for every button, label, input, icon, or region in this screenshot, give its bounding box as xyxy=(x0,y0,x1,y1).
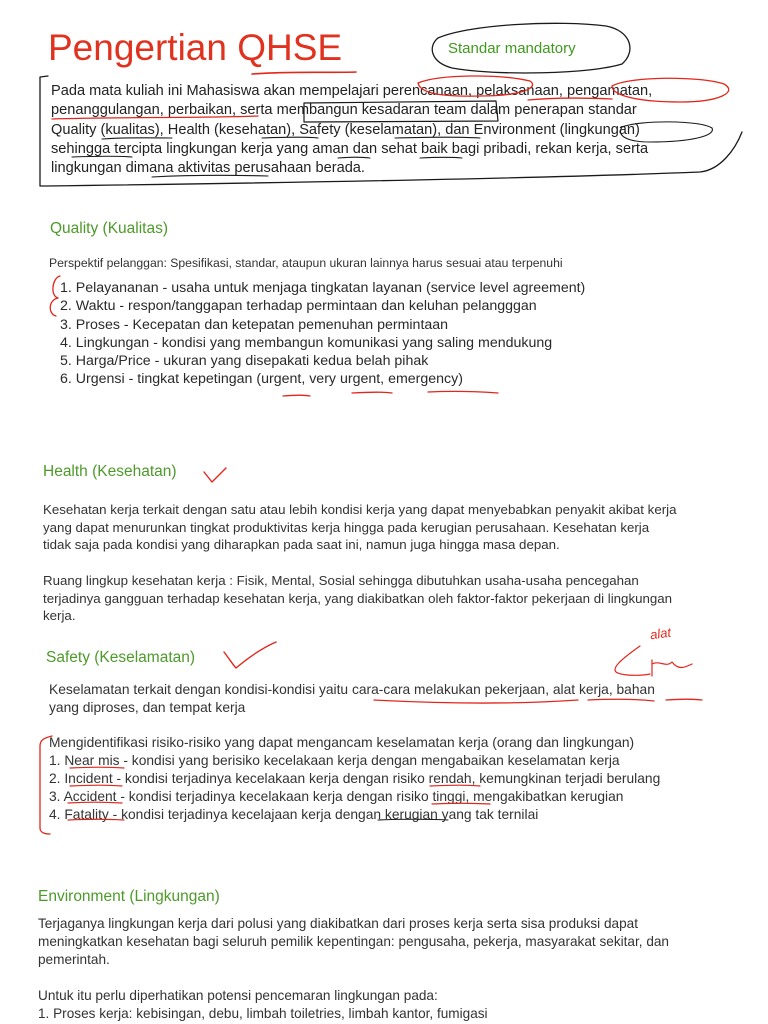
paragraph-line: Keselamatan terkait dengan kondisi-kondisi yaitu cara-cara melakukan pekerjaan, alat kerja, bahan xyxy=(49,682,655,697)
list-item: 6. Urgensi - tingkat kepetingan (urgent, very urgent, emergency) xyxy=(60,371,463,388)
environment-potential xyxy=(38,987,488,1023)
page-title: Pengertian QHSE xyxy=(48,27,343,68)
very-urgent-underline xyxy=(352,392,392,393)
intro-paragraph xyxy=(51,82,741,178)
handwritten-margin-note: alat xyxy=(649,624,672,643)
safety-check-icon xyxy=(224,642,276,668)
bahan-underline xyxy=(666,699,702,700)
paragraph-line: Untuk itu perlu diperhatikan potensi pencemaran lingkungan pada: xyxy=(38,988,438,1003)
urgent-underline xyxy=(283,395,310,396)
paragraph-line: yang dapat menurunkan tingkat produktivitas kerja hingga pada kerugian perusahaan. Kesehatan kerja xyxy=(43,519,650,535)
list-item: 3. Proses - Kecepatan dan ketepatan pemenuhan permintaan xyxy=(60,316,449,333)
item1-bracket xyxy=(53,276,60,298)
environment-heading: Environment (Lingkungan) xyxy=(38,888,220,905)
paragraph-line: pemerintah. xyxy=(38,952,110,968)
list-item: 1. Pelayananan - usaha untuk menjaga tingkatan layanan (service level agreement) xyxy=(60,280,586,296)
title-underline xyxy=(252,72,356,74)
paragraph-line: Terjaganya lingkungan kerja dari polusi yang diakibatkan dari proses kerja serta sisa produksi dapat xyxy=(38,916,638,931)
health-paragraph-2 xyxy=(43,572,672,625)
intro-line: penanggulangan, perbaikan, serta membangun kesadaran team dalam penerapan standar xyxy=(51,102,637,119)
health-check-icon xyxy=(204,468,226,482)
paragraph-line: yang diproses, dan tempat kerja xyxy=(49,700,246,715)
intro-line: Quality (kualitas), Health (kesehatan), Safety (keselamatan), dan Environment (lingkungan) xyxy=(51,121,640,138)
safety-risk-list xyxy=(49,734,660,824)
intro-line: sehingga tercipta lingkungan kerja yang aman dan sehat baik bagi pribadi, rekan kerja, serta xyxy=(51,140,649,157)
environment-paragraph xyxy=(38,915,669,970)
handwritten-note-standard: Standar mandatory xyxy=(448,40,576,57)
paragraph-line: meningkatkan kesehatan bagi seluruh pemilik kepentingan: pengusaha, pekerja, masyarakat sekitar, dan xyxy=(38,934,669,950)
paragraph-line: Ruang lingkup kesehatan kerja : Fisik, Mental, Sosial sehingga dibutuhkan usaha-usaha pencegahan xyxy=(43,573,639,588)
health-paragraph-1 xyxy=(43,501,677,554)
paragraph-line: terjadinya gangguan terhadap kesehatan kerja, yang diakibatkan oleh faktor-faktor pekerjaan di lingkungan xyxy=(43,590,673,606)
list-item: 3. Accident - kondisi terjadinya kecelakaan kerja dengan risiko tinggi, mengakibatkan kerugian xyxy=(49,789,624,804)
list-item: Mengidentifikasi risiko-risiko yang dapat mengancam keselamatan kerja (orang dan lingkungan) xyxy=(49,735,635,750)
list-item: 4. Lingkungan - kondisi yang membangun komunikasi yang saling mendukung xyxy=(60,334,553,351)
item2-bracket xyxy=(50,298,58,316)
paragraph-line: tidak saja pada kondisi yang diharapkan pada saat ini, namun juga hingga masa depan. xyxy=(43,537,560,553)
list-item: 2. Incident - kondisi terjadinya kecelakaan kerja dengan risiko rendah, kemungkinan terjadi berulang xyxy=(49,771,661,786)
intro-line: Pada mata kuliah ini Mahasiswa akan mempelajari perencanaan, pelaksanaan, pengamatan, xyxy=(51,83,653,99)
paragraph-line: kerja. xyxy=(43,608,76,624)
list-item: 2. Waktu - respon/tanggapan terhadap permintaan dan keluhan pelangggan xyxy=(60,298,537,315)
intro-line: lingkungan dimana aktivitas perusahaan berada. xyxy=(51,160,365,177)
list-item: 1. Proses kerja: kebisingan, debu, limbah toiletries, limbah kantor, fumigasi xyxy=(38,1006,488,1022)
margin-scribble xyxy=(615,646,692,676)
quality-heading: Quality (Kualitas) xyxy=(50,220,169,237)
quality-perspective: Perspektif pelanggan: Spesifikasi, standar, ataupun ukuran lainnya harus sesuai atau terpenuhi xyxy=(49,256,563,270)
quality-list xyxy=(60,279,585,389)
health-heading: Health (Kesehatan) xyxy=(43,463,177,480)
safety-heading: Safety (Keselamatan) xyxy=(46,649,196,666)
list-item: 5. Harga/Price - ukuran yang disepakati kedua belah pihak xyxy=(60,353,429,370)
list-item: 4. Fatality - kondisi terjadinya kecelajaan kerja dengan kerugian yang tak ternilai xyxy=(49,807,539,822)
paragraph-line: Kesehatan kerja terkait dengan satu atau lebih kondisi kerja yang dapat menyebabkan penyakit akibat kerja xyxy=(43,502,677,517)
safety-paragraph xyxy=(49,681,655,717)
list-item: 1. Near mis - kondisi yang berisiko kecelakaan kerja dengan mengabaikan keselamatan kerja xyxy=(49,753,620,768)
emergency-underline xyxy=(428,391,498,393)
